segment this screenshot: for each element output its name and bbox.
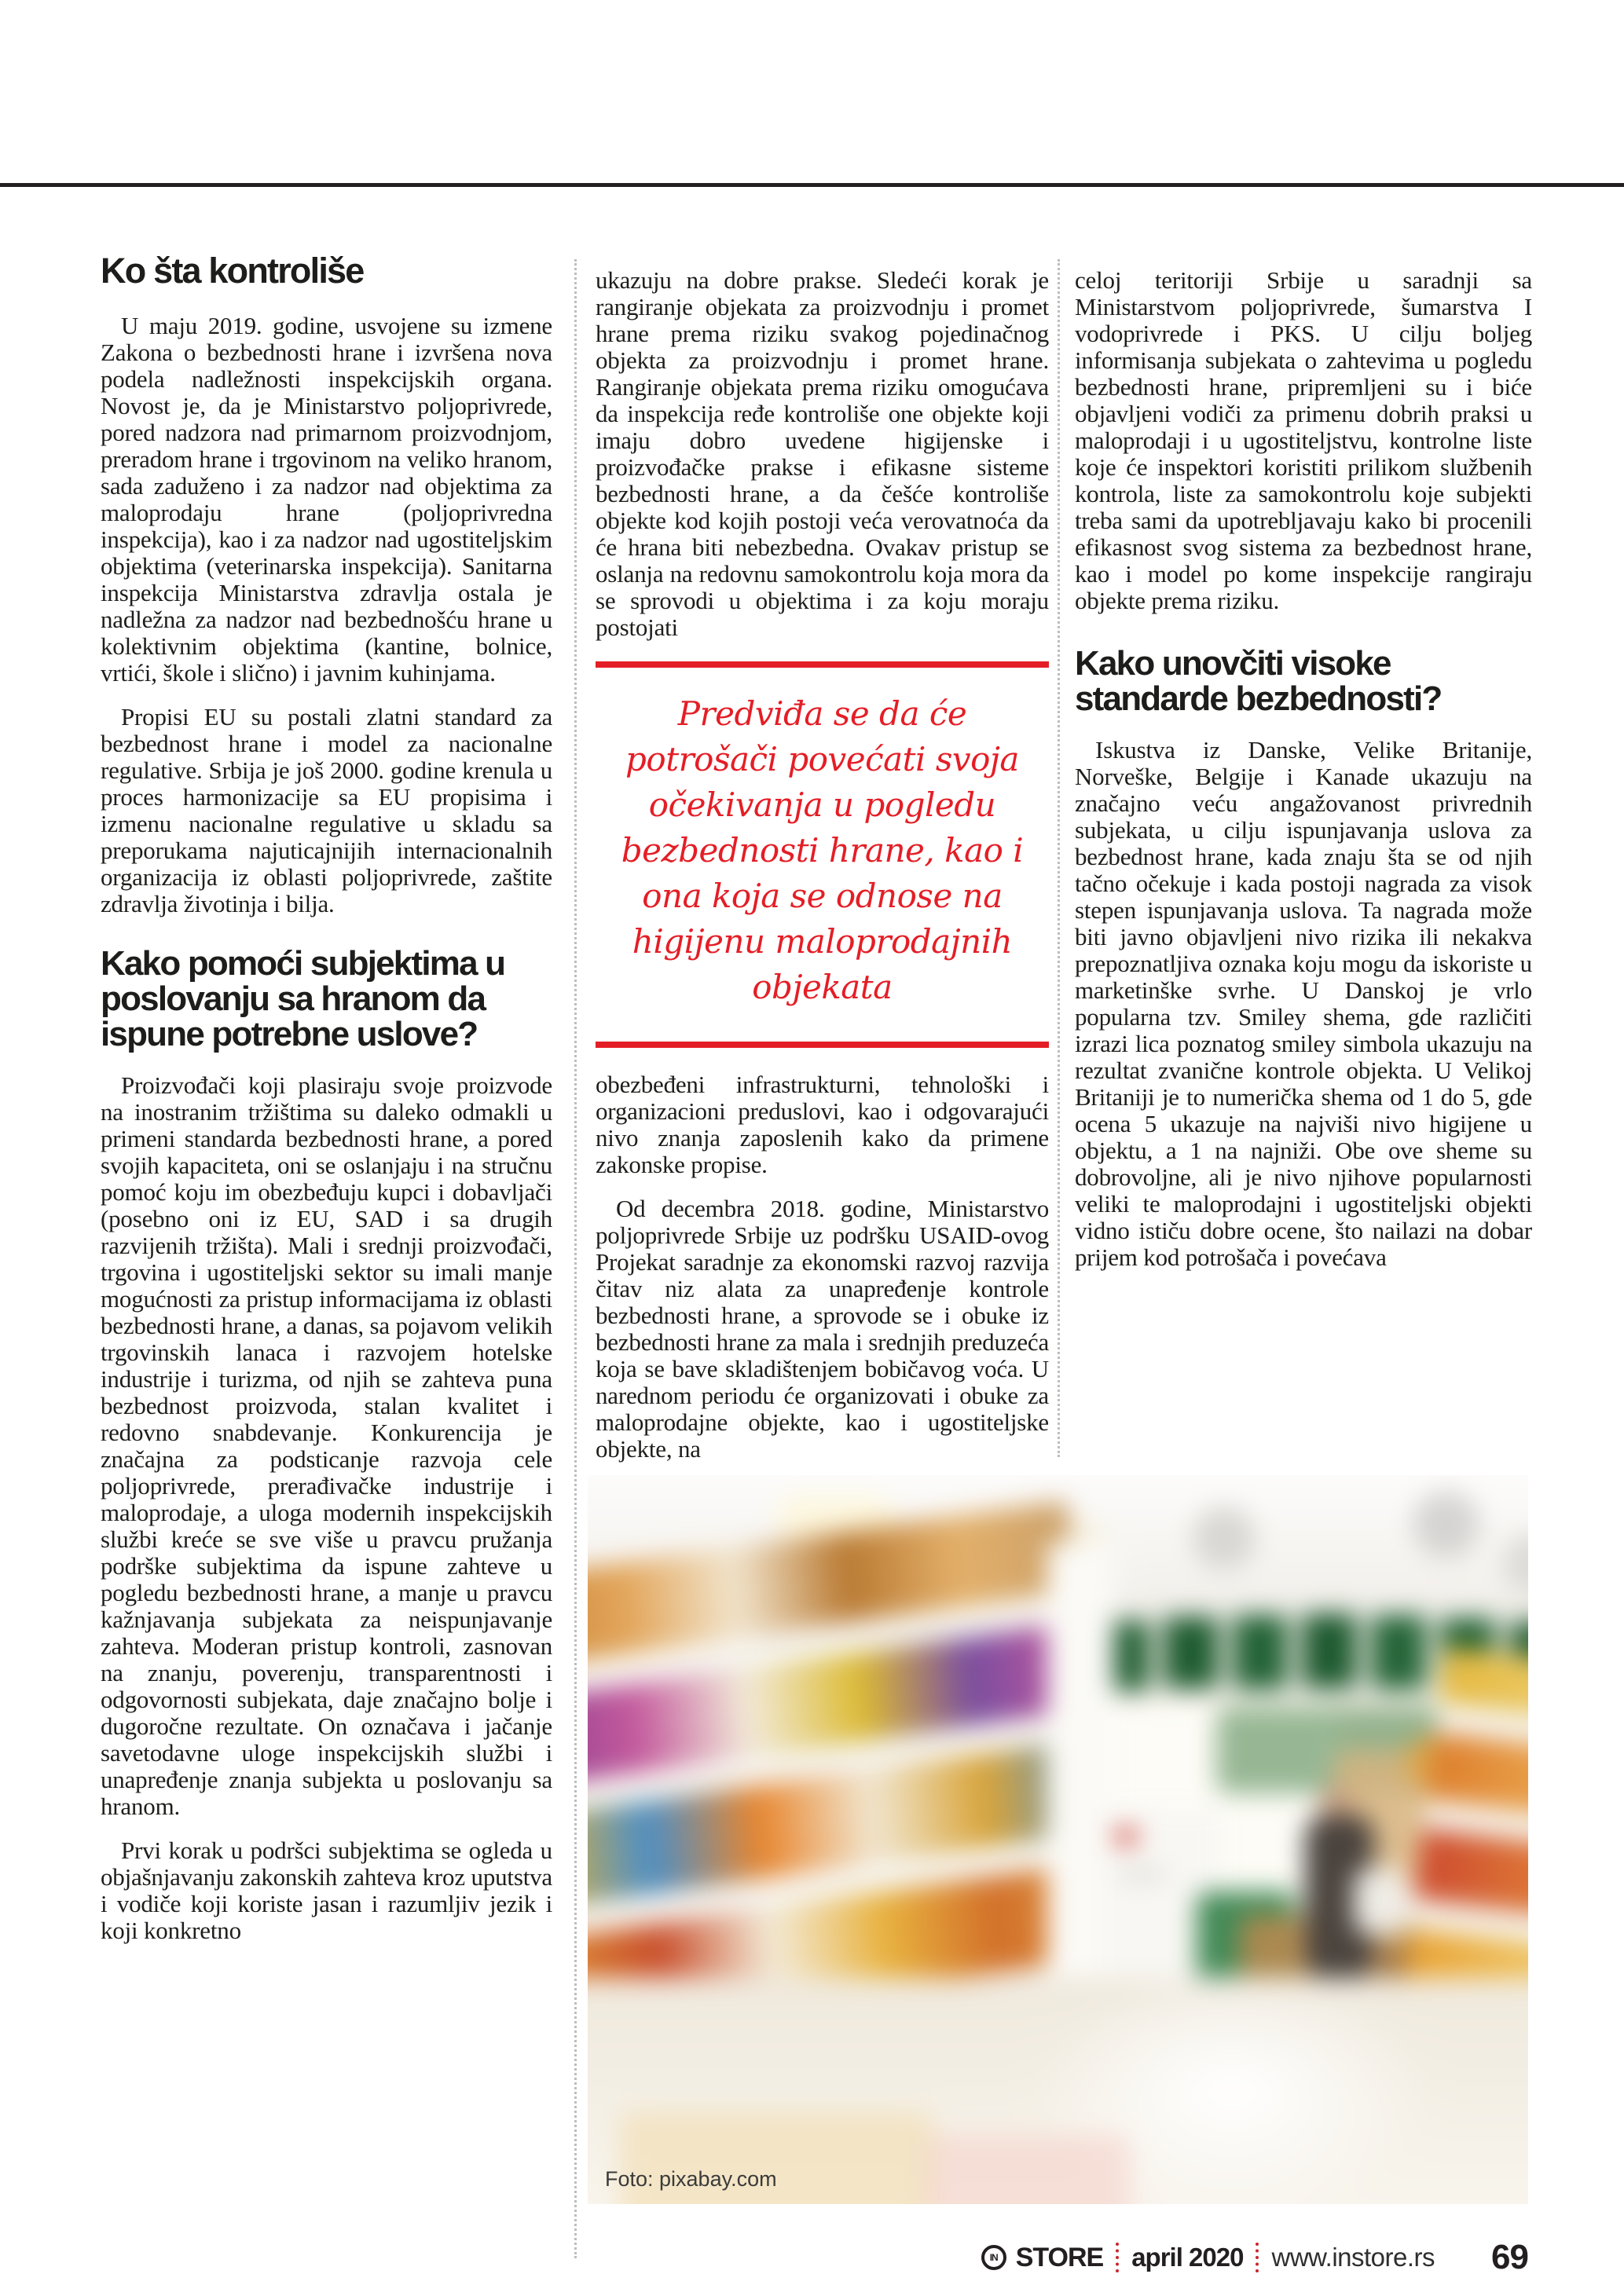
- footer-issue-date: april 2020: [1131, 2243, 1244, 2272]
- paragraph: Od decembra 2018. godine, Ministarstvo poljoprivrede Srbije uz podršku USAID-ovog Projekat saradnje za ekonomski razvoj razvija čitav niz alata za unapređenje kontrole bezbednosti hrane, a sprovode se i obuke iz bezbednosti hrane za mala i srednjih preduzeća koja se bave skladištenjem bobičavog voća. U narednom periodu će organizovati i obuke za maloprodajne objekte, kao i ugostiteljske objekte, na: [596, 1195, 1049, 1463]
- column-2: [596, 267, 1049, 1492]
- top-rule: [0, 183, 1624, 187]
- page-number: 69: [1491, 2238, 1528, 2276]
- column-3: [1075, 267, 1532, 1492]
- page-footer: [981, 2237, 1528, 2278]
- footer-separator-dots: [1256, 2243, 1259, 2272]
- paragraph: celoj teritoriji Srbije u saradnji sa Ministarstvom poljoprivrede, šumarstva I vodoprivrede i PKS. U cilju boljeg informisanja subjekata o zahtevima u pogledu bezbednosti hrane, pripremljeni su i biće objavljeni vodiči za primenu dobrih praksi u maloprodaji i u ugostiteljstvu, kontrolne liste koje će inspektori koristiti prilikom službenih kontrola, liste za samokontrolu koje subjekti treba sami da upotrebljavaju kako bi procenili efikasnost svog sistema za bezbednost hrane, kao i model po kome inspekcije rangiraju objekte prema riziku.: [1075, 267, 1532, 614]
- instore-logo-icon: IN: [981, 2245, 1006, 2270]
- paragraph: Proizvođači koji plasiraju svoje proizvode na inostranim tržištima su daleko odmakli u primeni standarda bezbednosti hrane, a pored svojih kapaciteta, oni se oslanjaju i na stručnu pomoć koju im obezbeđuju kupci i dobavljači (posebno oni iz EU, SAD i sa drugih razvijenih tržišta). Mali i srednji proizvođači, trgovina i ugostiteljski sektor su imali manje mogućnosti za pristup informacijama iz oblasti bezbednosti hrane, a danas, sa pojavom velikih trgovinskih lanaca i razvojem hotelske industrije i turizma, od njih se zahteva puna bezbednost proizvoda, stalan kvalitet i redovno snabdevanje. Konkurencija je značajna za podsticanje razvoja cele poljoprivrede, prerađivačke industrije i maloprodaje, a uloga modernih inspekcijskih službi kreće se sve više u pravcu pružanja podrške subjektima da ispune zahteve u pogledu bezbednosti hrane, a manje u pravcu kažnjavanja subjekata za neispunjavanje zahteva. Moderan pristup kontroli, zasnovan na znanju, poverenju, transparentnosti i odgovornosti subjekata, daje značajno bolje i dugoročne rezultate. On označava i jačanje savetodavne uloge inspekcijskih službi i unapređenje znanja subjekta u poslovanju sa hranom.: [101, 1071, 552, 1820]
- paragraph: U maju 2019. godine, usvojene su izmene Zakona o bezbednosti hrane i izvršena nova podela nadležnosti inspekcijskih organa. Novost je, da je Ministarstvo poljoprivrede, pored nadzora nad primarnom proizvodnjom, preradom hrane i trgovinom na veliko hranom, sada zaduženo i za nadzor nad objektima za maloprodaju hrane (poljoprivredna inspekcija), kao i za nadzor nad ugostiteljskim objektima (veterinarska inspekcija). Sanitarna inspekcija Ministarstva zdravlja ostala je nadležna za nadzor nad bezbednošću hrane u kolektivnim objektima (kantine, bolnice, vrtići, škole i slično) i javnim kuhinjama.: [101, 312, 552, 687]
- column-divider-right: [1058, 259, 1060, 1457]
- paragraph: Propisi EU su postali zlatni standard za bezbednost hrane i model za nacionalne regulative. Srbija je još 2000. godine krenula u proces harmonizacije sa EU propisima i izmenu nacionalne regulative u skladu sa preporukama najuticajnijih internacionalnih organizacija iz oblasti poljoprivrede, zaštite zdravlja životinja i bilja.: [101, 703, 552, 917]
- footer-website: www.instore.rs: [1271, 2243, 1435, 2272]
- paragraph: ukazuju na dobre prakse. Sledeći korak je rangiranje objekata za proizvodnju i promet hrane prema riziku svakog pojedinačnog objekta za proizvodnju i promet hrane. Rangiranje objekata prema riziku omogućava da inspekcija ređe kontroliše one objekte koji imaju dobro uvedene higijenske i proizvođačke prakse i efikasne sisteme bezbednosti hrane, a da češće kontroliše objekte kod kojih postoji veća verovatnoća da će hrana biti nebezbedna. Ovakav pristup se oslanja na redovnu samokontrolu koja mora da se sprovodi u objektima i za koju moraju postojati: [596, 267, 1049, 641]
- paragraph: Iskustva iz Danske, Velike Britanije, Norveške, Belgije i Kanade ukazuju na značajno veću angažovanost privrednih subjekata, u cilju ispunjavanja uslova za bezbednost hrane, kada znaju šta se od njih tačno očekuje i kada postoji nagrada za visok stepen ispunjavanja uslova. Ta nagrada može biti javno objavljeni nivo rizika ili nekakva prepoznatljiva oznaka koju mogu da iskoriste u marketinške svrhe. U Danskoj je vrlo popularna tzv. Smiley shema, gde različiti izrazi lica poznatog smiley simbola ukazuju na rezultat zvanične kontrole objekta. U Velikoj Britaniji je to numerička shema od 1 do 5, gde ocena 5 ukazuje na najviši nivo higijene u objektu, a 1 na najniži. Obe ove sheme su dobrovoljne, ali je nivo njihove popularnosti veliki te maloprodajni i ugostiteljski objekti vidno ističu dobre ocene, što nailazi na dobar prijem kod potrošača i povećava: [1075, 736, 1532, 1271]
- photo-caption: Foto: pixabay.com: [605, 2167, 777, 2191]
- footer-brand: STORE: [1015, 2242, 1104, 2272]
- section-heading-kako-unovciti: Kako unovčiti visoke standarde bezbednosti?: [1075, 644, 1442, 718]
- column-divider-left: [574, 259, 577, 2258]
- footer-separator-dots: [1116, 2243, 1119, 2272]
- paragraph: Prvi korak u podršci subjektima se ogleda u objašnjavanju zakonskih zahteva kroz uputstva i vodiče koji koriste jasan i razumljiv jezik i koji konkretno: [101, 1836, 552, 1944]
- section-heading-kako-pomoci: Kako pomoći subjektima u poslovanju sa hranom da ispune potrebne uslove?: [101, 944, 505, 1053]
- section-heading-ko-sta-kontrolise: Ko šta kontroliše: [101, 253, 364, 291]
- supermarket-photo: [588, 1475, 1528, 2204]
- pull-quote: [596, 661, 1049, 1048]
- column-1: [101, 253, 552, 2240]
- pull-quote-text: Predviđa se da će potrošači povećati svoja očekivanja u pogledu bezbednosti hrane, kao i ona koja se odnose na higijenu maloprodajnih objekata: [621, 694, 1024, 1006]
- paragraph: obezbeđeni infrastrukturni, tehnološki i organizacioni preduslovi, kao i odgovarajući nivo znanja zaposlenih kako da primene zakonske propise.: [596, 1071, 1049, 1178]
- photo-blur-layer: [588, 1475, 1528, 2204]
